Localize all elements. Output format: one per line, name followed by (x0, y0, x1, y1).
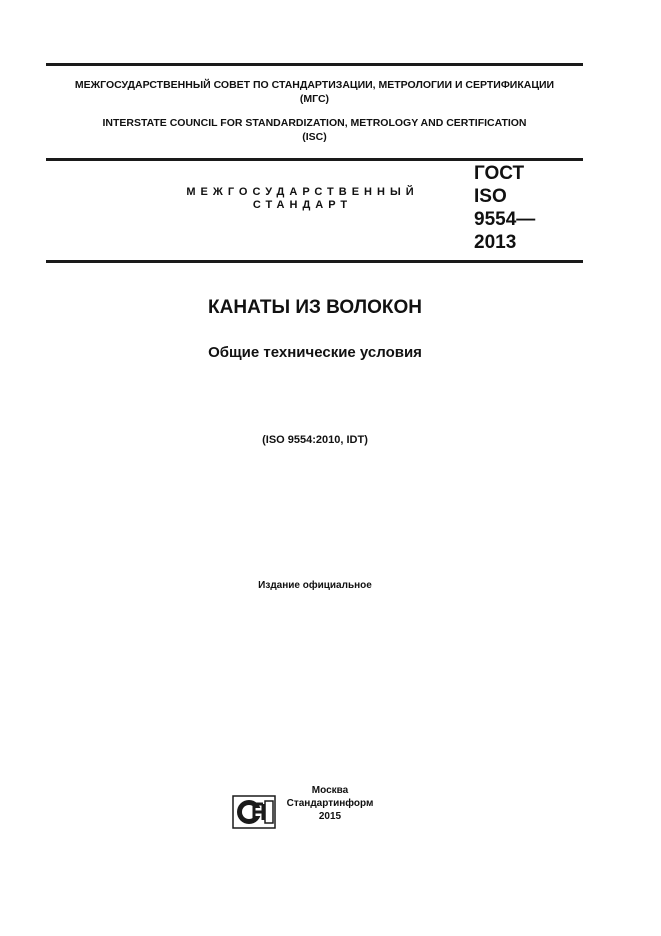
council-name-ru (46, 78, 583, 106)
standard-designation (474, 162, 535, 254)
council-abbr-ru: (МГС) (299, 93, 330, 105)
designation-line1: ГОСТ (474, 163, 525, 184)
council-abbr-en: (ISC) (302, 131, 327, 143)
council-name-ru-line: МЕЖГОСУДАРСТВЕННЫЙ СОВЕТ ПО СТАНДАРТИЗАЦИИ, МЕТРОЛОГИИ И СЕРТИФИКАЦИИ (74, 79, 555, 91)
edition-label: Издание официальное (258, 580, 372, 591)
publisher-block (280, 784, 380, 823)
document-subtitle: Общие технические условия (208, 344, 422, 361)
standard-type-line1: МЕЖГОСУДАРСТВЕННЫЙ (186, 186, 419, 198)
designation-line2: ISO (474, 186, 507, 207)
designation-line4: 2013 (474, 232, 517, 253)
standard-type-line2: СТАНДАРТ (252, 199, 353, 211)
bottom-rule (46, 260, 583, 263)
top-rule (46, 63, 583, 66)
publication-year: 2015 (318, 811, 342, 822)
publisher-name: Стандартинформ (286, 798, 374, 809)
middle-rule (46, 158, 583, 161)
council-name-en-line: INTERSTATE COUNCIL FOR STANDARDIZATION, METROLOGY AND CERTIFICATION (102, 117, 527, 129)
standard-type (150, 186, 455, 212)
designation-line3: 9554— (474, 209, 536, 230)
document-title: КАНАТЫ ИЗ ВОЛОКОН (208, 297, 422, 318)
iso-reference: (ISO 9554:2010, IDT) (262, 434, 368, 446)
publisher-city: Москва (311, 785, 349, 796)
council-name-en (46, 116, 583, 144)
standartinform-logo-icon (232, 795, 276, 829)
